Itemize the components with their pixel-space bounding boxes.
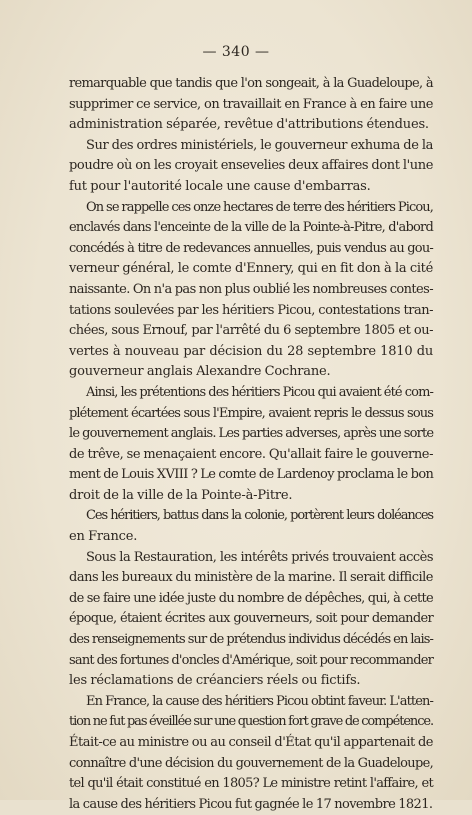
text-line: gouverneur anglais Alexandre Cochrane. xyxy=(69,364,331,380)
text-line: sant des fortunes d'oncles d'Amérique, soit pour recommander xyxy=(69,652,434,668)
text-line: des renseignements sur de prétendus individus décédés en lais- xyxy=(69,632,433,648)
text-line: tion ne fut pas éveillée sur une question fort grave de compétence. xyxy=(69,714,433,730)
text-line: tel qu'il était constitué en 1805? Le ministre retint l'affaire, et xyxy=(69,776,433,792)
text-line: plétement écartées sous l'Empire, avaient repris le dessus sous xyxy=(69,405,433,421)
page-number: — 340 — xyxy=(202,44,270,60)
text-line: chées, sous Ernouf, par l'arrêté du 6 septembre 1805 et ou- xyxy=(69,323,433,339)
text-line: concédés à titre de redevances annuelles, puis vendus au gou- xyxy=(69,240,433,256)
text-line: verneur général, le comte d'Ennery, qui en fit don à la cité xyxy=(69,261,433,277)
text-line: On se rappelle ces onze hectares de terre des héritiers Picou, xyxy=(86,199,433,215)
text-line: la cause des héritiers Picou fut gagnée le 17 novembre 1821. xyxy=(69,796,433,812)
text-line: les réclamations de créanciers réels ou fictifs. xyxy=(69,673,361,689)
text-line: En France, la cause des héritiers Picou obtint faveur. L'atten- xyxy=(86,693,433,709)
text-line: de se faire une idée juste du nombre de dépêches, qui, à cette xyxy=(69,590,433,606)
text-line: administration séparée, revêtue d'attributions étendues. xyxy=(69,117,429,133)
text-line: remarquable que tandis que l'on songeait, à la Guadeloupe, à xyxy=(69,76,433,91)
text-line: supprimer ce service, on travaillait en France à en faire une xyxy=(69,96,433,112)
text-line: ment de Louis XVIII ? Le comte de Lardenoy proclama le bon xyxy=(69,467,434,483)
text-line: tations soulevées par les héritiers Picou, contestations tran- xyxy=(69,302,433,318)
text-line: fut pour l'autorité locale une cause d'embarras. xyxy=(69,178,371,194)
text-line: le gouvernement anglais. Les parties adverses, après une sorte xyxy=(69,426,434,442)
text-line: connaître d'une décision du gouvernement de la Guadeloupe, xyxy=(69,755,433,771)
text-line: vertes à nouveau par décision du 28 septembre 1810 du xyxy=(69,343,433,359)
text-line: Sur des ordres ministériels, le gouverneur exhuma de la xyxy=(86,137,433,153)
text-line: Ainsi, les prétentions des héritiers Picou qui avaient été com- xyxy=(86,384,433,400)
text-line: enclavés dans l'enceinte de la ville de la Pointe-à-Pitre, d'abord xyxy=(69,220,433,236)
text-line: époque, étaient écrites aux gouverneurs, soit pour demander xyxy=(69,611,433,627)
text-line: Était-ce au ministre ou au conseil d'État qu'il appartenait de xyxy=(69,735,433,750)
text-line: Ces héritiers, battus dans la colonie, portèrent leurs doléances xyxy=(86,508,433,524)
text-line: dans les bureaux du ministère de la marine. Il serait difficile xyxy=(69,570,433,586)
text-line: poudre où on les croyait ensevelies deux affaires dont l'une xyxy=(69,158,433,174)
text-line: Sous la Restauration, les intérêts privés trouvaient accès xyxy=(86,549,433,565)
text-line: de trêve, se menaçaient encore. Qu'allait faire le gouverne- xyxy=(69,446,434,462)
text-line: naissante. On n'a pas non plus oublié les nombreuses contes- xyxy=(69,281,433,297)
text-line: en France. xyxy=(69,529,138,545)
body-text xyxy=(69,74,433,815)
text-line: droit de la ville de la Pointe-à-Pitre. xyxy=(69,487,293,503)
